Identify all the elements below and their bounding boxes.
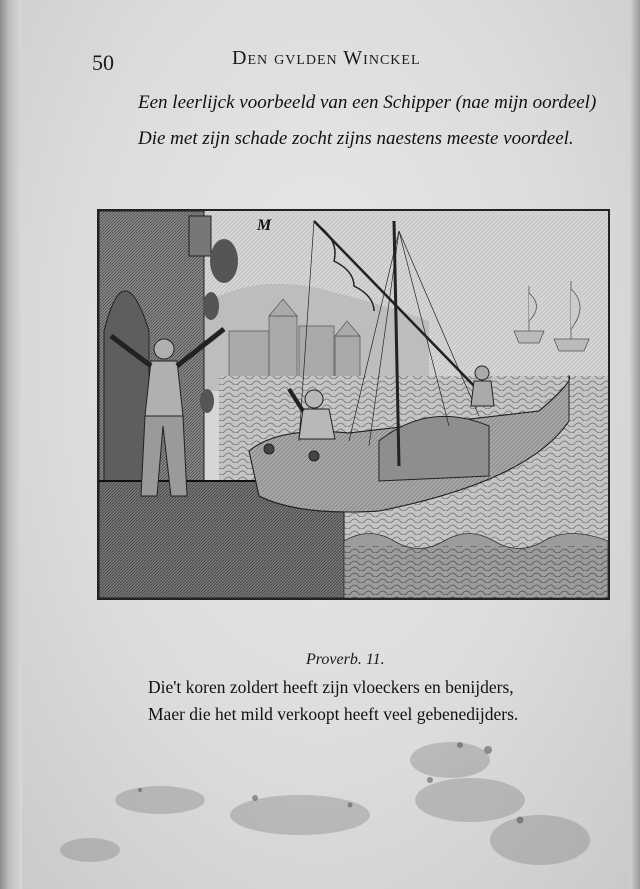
- running-head: Den gvlden Winckel: [232, 47, 421, 69]
- emblem-engraving: [97, 209, 610, 600]
- caption-line-2: Maer die het mild verkoopt heeft veel gebenedijders.: [148, 704, 519, 724]
- caption-line-1: Die't koren zoldert heeft zijn vloeckers en benijders,: [148, 677, 514, 697]
- water-stains: [0, 720, 640, 889]
- plate-letter: M: [257, 217, 272, 234]
- caption-reference: Proverb. 11.: [306, 651, 385, 668]
- page-number: 50: [92, 50, 114, 75]
- engraving-illustration: [99, 211, 608, 598]
- verse-line-1: Een leerlijck voorbeeld van een Schipper (nae mijn oordeel): [138, 92, 597, 113]
- verse-line-2: Die met zijn schade zocht zijns naestens meeste voordeel.: [138, 128, 574, 149]
